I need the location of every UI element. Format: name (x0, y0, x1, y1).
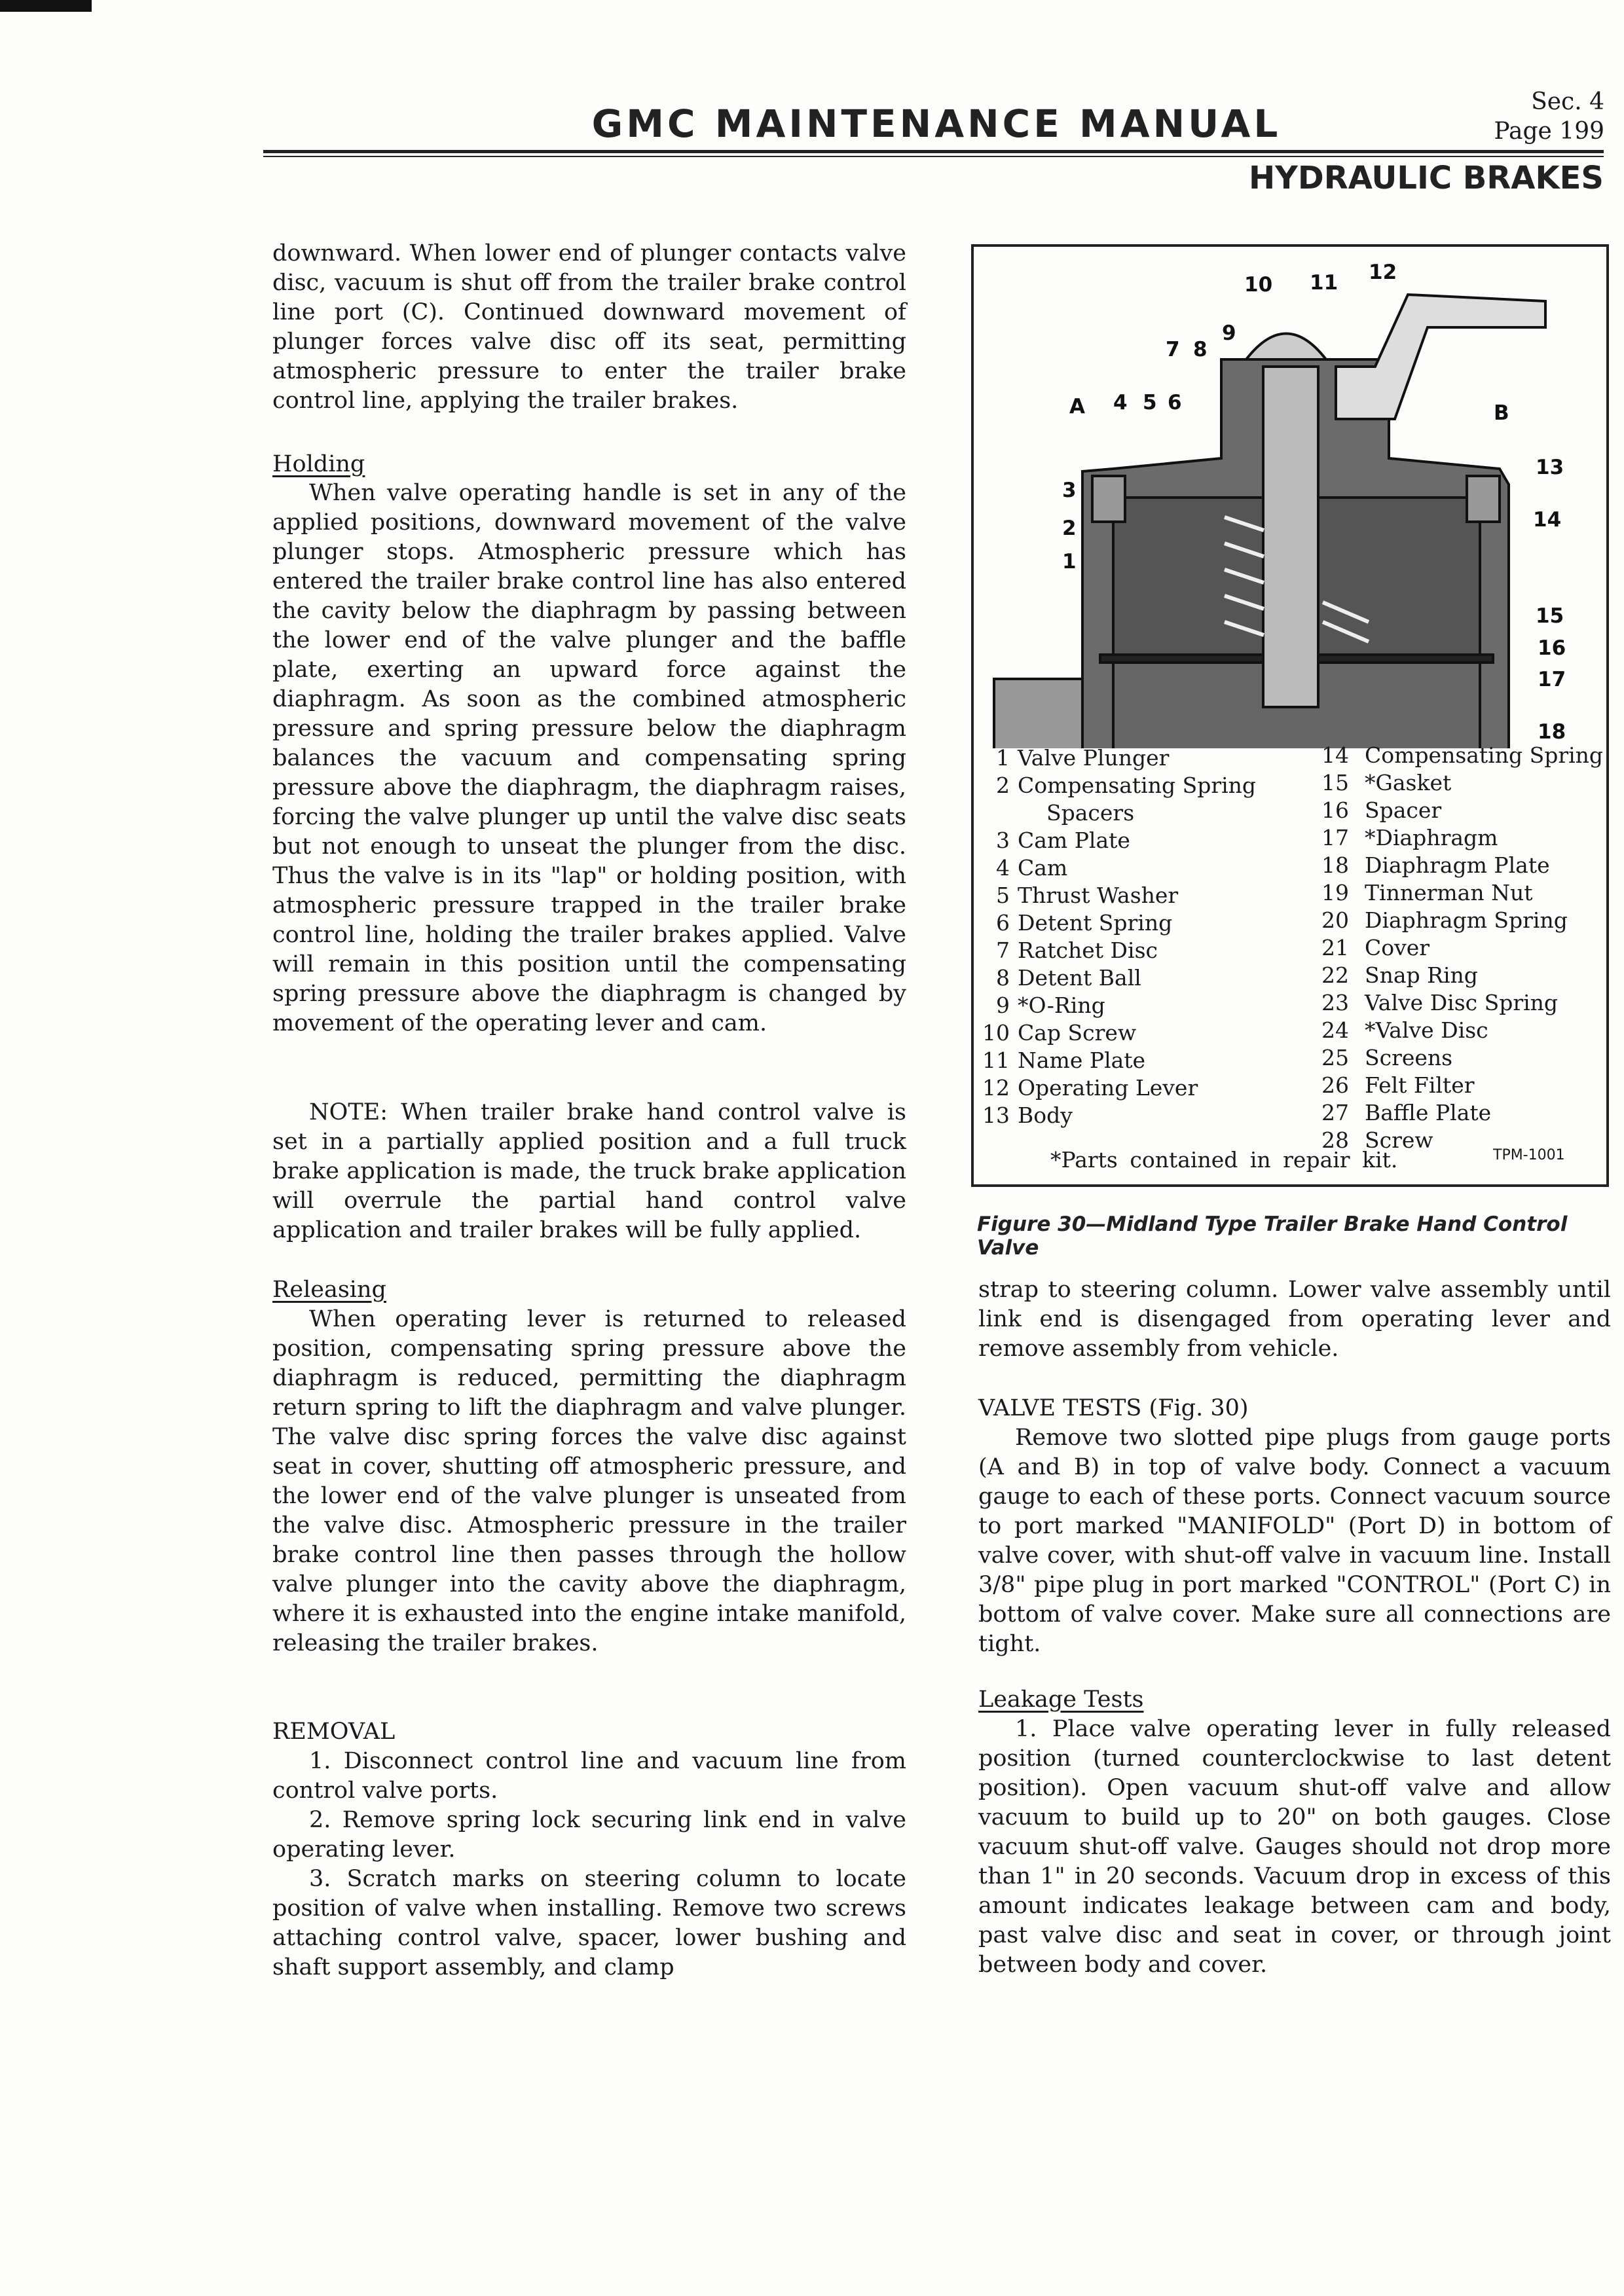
callout-16: 16 (1538, 636, 1566, 660)
part-number: 19 (1321, 880, 1349, 905)
part-name: Spacers (1046, 800, 1135, 826)
parts-list-left (978, 744, 1266, 1137)
part-name: Diaphragm Spring (1365, 907, 1568, 933)
callout-11: 11 (1310, 271, 1338, 295)
part-number: 4 (996, 855, 1010, 881)
manual-title: GMC MAINTENANCE MANUAL (591, 101, 1282, 146)
callout-2: 2 (1062, 517, 1077, 540)
part-name: Screens (1365, 1045, 1453, 1070)
valve-cutaway-diagram (971, 244, 1608, 748)
header-rule-thin (263, 156, 1604, 157)
part-name: Snap Ring (1365, 962, 1478, 988)
part-name: Thrust Washer (1018, 883, 1179, 908)
part-name: Compensating Spring (1018, 773, 1257, 798)
heading-text: Leakage Tests (978, 1686, 1144, 1713)
callout-1: 1 (1062, 550, 1077, 574)
section-number: Sec. 4 (1531, 88, 1604, 115)
part-number: 11 (982, 1048, 1010, 1073)
part-name: Valve Plunger (1018, 745, 1170, 771)
part-number: 8 (996, 965, 1010, 991)
part-number: 7 (996, 938, 1010, 963)
part-name: Detent Spring (1018, 910, 1173, 936)
operating-lever (1336, 295, 1545, 419)
paragraph: downward. When lower end of plunger contacts valve disc, vacuum is shut off from the trailer brake control line port (C). Continued downward movement of plunger forces valve disc off its seat, permitting atmospheric pressure to enter the trailer brake control line, applying the trailer brakes. (272, 240, 906, 414)
callout-17: 17 (1538, 668, 1566, 691)
part-name: Spacer (1365, 797, 1442, 823)
part-number: 9 (996, 993, 1010, 1018)
port-a-plug (1092, 476, 1125, 522)
callout-a: A (1069, 395, 1085, 418)
heading-holding (272, 450, 906, 479)
removal-step: 2. Remove spring lock securing link end in valve operating lever. (272, 1807, 906, 1863)
part-name: Tinnerman Nut (1365, 880, 1533, 905)
removal-step: 1. Disconnect control line and vacuum line from control valve ports. (272, 1748, 906, 1804)
part-name: *Valve Disc (1365, 1017, 1488, 1043)
part-number: 20 (1321, 907, 1349, 933)
paragraph: strap to steering column. Lower valve assembly until link end is disengaged from operating lever and remove assembly from vehicle. (978, 1277, 1611, 1362)
part-name: Baffle Plate (1365, 1100, 1492, 1125)
callout-9: 9 (1222, 321, 1236, 345)
part-number: 21 (1321, 935, 1349, 960)
part-number: 13 (982, 1102, 1010, 1128)
part-name: Name Plate (1018, 1048, 1146, 1073)
paragraph: When operating lever is returned to released position, compensating spring pressure above the diaphragm is reduced, permitting the diaphragm return spring to lift the diaphragm and valve plunger. The valve disc spring forces the valve disc against seat in cover, shutting off atmospheric pressure, and the lower end of the valve plunger is unseated from the valve disc. Atmospheric pressure in the trailer brake control line then passes through the hollow valve plunger into the cavity above the diaphragm, where it is exhausted into the engine intake manifold, releasing the trailer brakes. (272, 1306, 906, 1656)
callout-6: 6 (1168, 391, 1182, 414)
part-name: Compensating Spring (1365, 742, 1604, 768)
paragraph: When valve operating handle is set in any of the applied positions, downward movement of the valve plunger stops. Atmospheric pressure which has entered the trailer brake control line has also entered the cavity below the diaphragm by passing between the lower end of the valve plunger and the baffle plate, exerting an upward force against the diaphragm. As soon as the combined atmospheric pressure and spring pressure below the diaphragm balances the vacuum and compensating spring pressure above the diaphragm, the diaphragm raises, forcing the valve plunger up until the valve disc seats but not enough to unseat the plunger from the disc. Thus the valve is in its "lap" or holding position, with atmospheric pressure trapped in the trailer brake control line, holding the trailer brakes applied. Valve will remain in this position until the compensating spring pressure above the diaphragm is changed by movement of the operating lever and cam. (272, 480, 906, 1036)
part-name: Screw (1365, 1127, 1433, 1153)
valve-plunger (1263, 367, 1318, 707)
part-number: 18 (1321, 852, 1349, 878)
callout-4: 4 (1113, 391, 1128, 414)
part-number: 12 (982, 1075, 1010, 1101)
part-number: 25 (1321, 1045, 1349, 1070)
part-number: 10 (982, 1020, 1010, 1046)
part-number: 27 (1321, 1100, 1349, 1125)
port-b-plug (1467, 476, 1500, 522)
heading-leakage-tests (978, 1685, 1611, 1715)
heading-text: Releasing (272, 1277, 386, 1303)
part-name: *Diaphragm (1365, 825, 1498, 850)
part-name: Body (1018, 1102, 1073, 1128)
part-number: 2 (996, 773, 1010, 798)
removal-steps (272, 1747, 906, 1982)
part-number: 6 (996, 910, 1010, 936)
part-number: 16 (1321, 797, 1349, 823)
callout-5: 5 (1143, 391, 1157, 414)
part-name: Operating Lever (1018, 1075, 1198, 1101)
note-paragraph: NOTE: When trailer brake hand control valve is set in a partially applied position and a full truck brake application is made, the truck brake application will overrule the partial hand control valve application and trailer brakes will be fully applied. (272, 1099, 906, 1243)
part-number: 3 (996, 828, 1010, 853)
part-number: 28 (1321, 1127, 1349, 1153)
part-name: *O-Ring (1018, 993, 1105, 1018)
part-number: 23 (1321, 990, 1349, 1015)
heading-removal: REMOVAL (272, 1719, 396, 1745)
callout-18: 18 (1538, 720, 1566, 744)
callout-15: 15 (1536, 604, 1564, 628)
part-name: Cam Plate (1018, 828, 1130, 853)
parts-list-right (1318, 742, 1606, 1161)
repair-kit-footnote: *Parts contained in repair kit. (1050, 1147, 1398, 1173)
part-name: Valve Disc Spring (1365, 990, 1559, 1015)
part-number: 24 (1321, 1017, 1349, 1043)
paragraph: 1. Place valve operating lever in fully released position (turned counterclockwise to last detent position). Open vacuum shut-off valve and allow vacuum to build up to 20" on both gauges. Close vacuum shut-off valve. Gauges should not drop more than 1" in 20 seconds. Vacuum drop in excess of this amount indicates leakage between cam and body, past valve disc and seat in cover, or through joint between body and cover. (978, 1716, 1611, 1978)
part-number: 26 (1321, 1072, 1349, 1098)
part-number: 17 (1321, 825, 1349, 850)
heading-valve-tests: VALVE TESTS (Fig. 30) (978, 1395, 1249, 1421)
callout-12: 12 (1369, 261, 1397, 284)
callout-3: 3 (1062, 479, 1077, 502)
callout-10: 10 (1244, 273, 1273, 297)
figure-code: TPM-1001 (1493, 1147, 1565, 1163)
part-name: Cap Screw (1018, 1020, 1137, 1046)
part-name: *Gasket (1365, 770, 1452, 795)
part-name: Felt Filter (1365, 1072, 1475, 1098)
part-number: 15 (1321, 770, 1349, 795)
part-name: Cam (1018, 855, 1068, 881)
callout-8: 8 (1193, 338, 1208, 361)
paragraph: Remove two slotted pipe plugs from gauge ports (A and B) in top of valve body. Connect a vacuum gauge to each of these ports. Connect vacuum source to port marked "MANIFOLD" (Port D) in bottom of valve cover, with shut-off valve in vacuum line. Install 3/8" pipe plug in port marked "CONTROL" (Port C) in bottom of valve cover. Make sure all connections are tight. (978, 1425, 1611, 1657)
callout-b: B (1494, 401, 1509, 425)
part-name: Ratchet Disc (1018, 938, 1158, 963)
scan-edge-mark (0, 0, 92, 12)
part-number: 22 (1321, 962, 1349, 988)
callout-7: 7 (1166, 338, 1180, 361)
cap-screw (1246, 334, 1326, 360)
callout-14: 14 (1533, 508, 1562, 532)
figure-caption: Figure 30—Midland Type Trailer Brake Hand Control Valve (977, 1212, 1568, 1260)
removal-step: 3. Scratch marks on steering column to locate position of valve when installing. Remove two screws attaching control valve, spacer, lower bushing and shaft support assembly, and clamp (272, 1866, 906, 1980)
callout-13: 13 (1536, 456, 1564, 479)
part-number: 5 (996, 883, 1010, 908)
chapter-title: HYDRAULIC BRAKES (1248, 160, 1604, 196)
part-number: 14 (1321, 742, 1349, 768)
heading-releasing (272, 1275, 906, 1305)
mounting-flange (994, 679, 1092, 748)
header-rule (263, 150, 1604, 153)
part-number: 1 (996, 745, 1010, 771)
page-number: Page 199 (1494, 118, 1604, 145)
part-name: Detent Ball (1018, 965, 1141, 991)
part-name: Cover (1365, 935, 1430, 960)
heading-text: Holding (272, 451, 365, 477)
part-name: Diaphragm Plate (1365, 852, 1550, 878)
